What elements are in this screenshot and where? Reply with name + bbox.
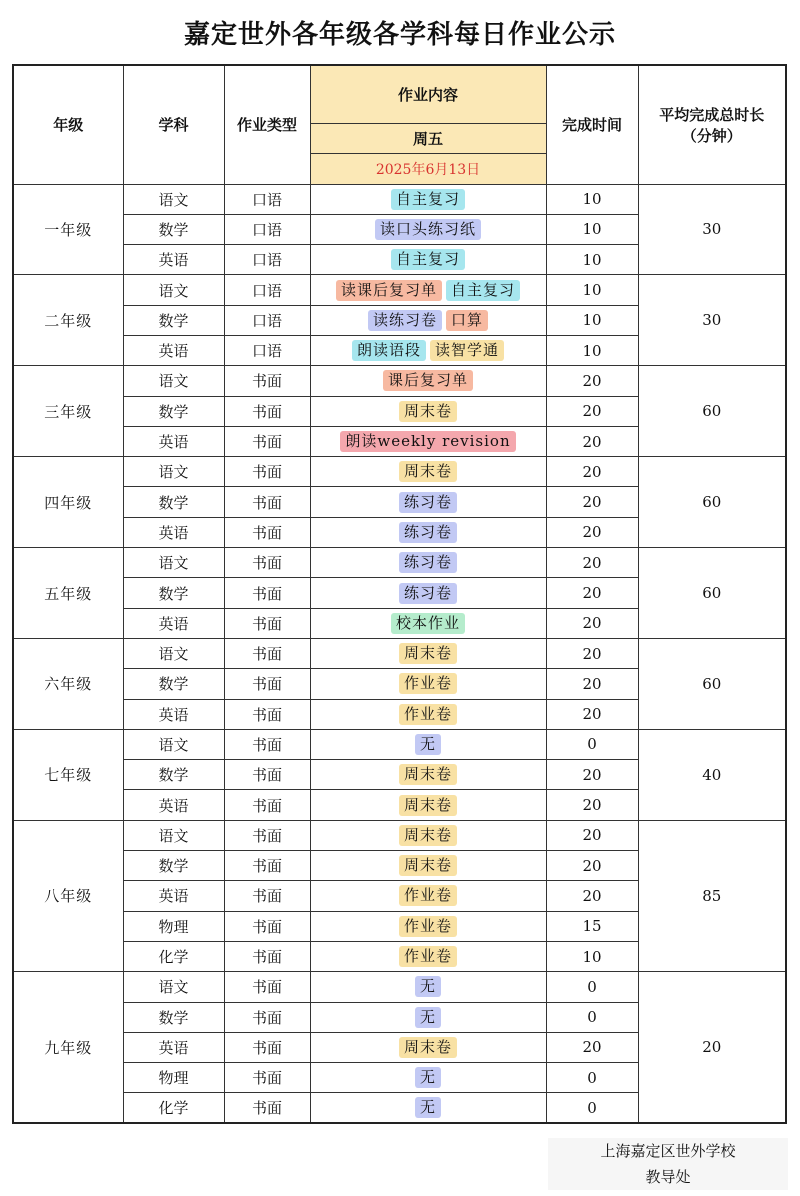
subject-cell: 语文 <box>123 729 224 759</box>
content-cell <box>310 184 546 214</box>
task-tag: 周末卷 <box>399 643 457 664</box>
type-cell: 书面 <box>224 638 310 668</box>
content-cell <box>310 487 546 517</box>
subject-cell: 英语 <box>123 335 224 365</box>
subject-cell: 数学 <box>123 1002 224 1032</box>
subject-cell: 英语 <box>123 517 224 547</box>
type-cell: 书面 <box>224 851 310 881</box>
content-cell <box>310 305 546 335</box>
content-cell <box>310 578 546 608</box>
subject-cell: 英语 <box>123 881 224 911</box>
footer-school: 上海嘉定区世外学校 <box>600 1142 736 1160</box>
time-cell: 0 <box>546 972 638 1002</box>
type-cell: 口语 <box>224 245 310 275</box>
type-cell: 口语 <box>224 305 310 335</box>
content-cell <box>310 275 546 305</box>
subject-cell: 语文 <box>123 457 224 487</box>
type-cell: 书面 <box>224 972 310 1002</box>
type-cell: 书面 <box>224 608 310 638</box>
type-cell: 书面 <box>224 1063 310 1093</box>
table-row <box>13 457 786 487</box>
avg-time-cell: 20 <box>638 972 786 1123</box>
header-day: 周五 <box>310 123 546 153</box>
type-cell: 书面 <box>224 1093 310 1123</box>
task-tag: 练习卷 <box>399 522 457 543</box>
time-cell: 20 <box>546 608 638 638</box>
grade-cell: 二年级 <box>13 275 123 366</box>
time-cell: 20 <box>546 760 638 790</box>
content-cell <box>310 881 546 911</box>
content-cell <box>310 911 546 941</box>
content-cell <box>310 366 546 396</box>
table-row <box>13 972 786 1002</box>
content-cell <box>310 457 546 487</box>
subject-cell: 语文 <box>123 638 224 668</box>
header-date: 2025年6月13日 <box>310 153 546 184</box>
grade-cell: 八年级 <box>13 820 123 971</box>
avg-time-cell: 40 <box>638 729 786 820</box>
header-type: 作业类型 <box>224 65 310 184</box>
task-tag: 课后复习单 <box>383 370 473 391</box>
table-row <box>13 548 786 578</box>
table-row <box>13 184 786 214</box>
type-cell: 书面 <box>224 729 310 759</box>
table-row <box>13 820 786 850</box>
page-title: 嘉定世外各年级各学科每日作业公示 <box>183 20 616 50</box>
homework-table <box>12 64 787 1124</box>
subject-cell: 语文 <box>123 366 224 396</box>
content-cell <box>310 972 546 1002</box>
task-tag: 作业卷 <box>399 916 457 937</box>
type-cell: 书面 <box>224 820 310 850</box>
type-cell: 书面 <box>224 457 310 487</box>
task-tag: 周末卷 <box>399 401 457 422</box>
time-cell: 0 <box>546 1063 638 1093</box>
task-tag: 作业卷 <box>399 946 457 967</box>
time-cell: 15 <box>546 911 638 941</box>
task-tag: 周末卷 <box>399 825 457 846</box>
time-cell: 20 <box>546 638 638 668</box>
grade-cell: 七年级 <box>13 729 123 820</box>
time-cell: 20 <box>546 457 638 487</box>
type-cell: 书面 <box>224 760 310 790</box>
content-cell <box>310 790 546 820</box>
type-cell: 书面 <box>224 1002 310 1032</box>
table-body <box>13 184 786 1123</box>
subject-cell: 数学 <box>123 760 224 790</box>
content-cell <box>310 820 546 850</box>
subject-cell: 数学 <box>123 396 224 426</box>
avg-time-cell: 30 <box>638 275 786 366</box>
subject-cell: 数学 <box>123 851 224 881</box>
content-cell <box>310 517 546 547</box>
subject-cell: 英语 <box>123 608 224 638</box>
header-subject: 学科 <box>123 65 224 184</box>
subject-cell: 语文 <box>123 184 224 214</box>
footer-signature <box>548 1138 788 1190</box>
task-tag: 无 <box>415 1067 441 1088</box>
subject-cell: 物理 <box>123 1063 224 1093</box>
content-cell <box>310 214 546 244</box>
subject-cell: 英语 <box>123 1032 224 1062</box>
task-tag: 无 <box>415 734 441 755</box>
task-tag: 读口头练习纸 <box>375 219 481 240</box>
subject-cell: 化学 <box>123 1093 224 1123</box>
type-cell: 口语 <box>224 184 310 214</box>
type-cell: 书面 <box>224 396 310 426</box>
time-cell: 10 <box>546 335 638 365</box>
header-time: 完成时间 <box>546 65 638 184</box>
avg-time-cell: 60 <box>638 638 786 729</box>
time-cell: 20 <box>546 699 638 729</box>
type-cell: 书面 <box>224 881 310 911</box>
time-cell: 10 <box>546 305 638 335</box>
table-row <box>13 275 786 305</box>
task-tag: 校本作业 <box>391 613 465 634</box>
time-cell: 10 <box>546 275 638 305</box>
type-cell: 书面 <box>224 699 310 729</box>
type-cell: 书面 <box>224 487 310 517</box>
grade-cell: 六年级 <box>13 638 123 729</box>
table-row <box>13 638 786 668</box>
time-cell: 0 <box>546 1093 638 1123</box>
type-cell: 书面 <box>224 578 310 608</box>
subject-cell: 英语 <box>123 699 224 729</box>
subject-cell: 数学 <box>123 305 224 335</box>
header-avg: 平均完成总时长（分钟） <box>638 65 786 184</box>
content-cell <box>310 1093 546 1123</box>
type-cell: 口语 <box>224 335 310 365</box>
content-cell <box>310 638 546 668</box>
task-tag: 周末卷 <box>399 795 457 816</box>
type-cell: 书面 <box>224 911 310 941</box>
type-cell: 书面 <box>224 426 310 456</box>
avg-time-cell: 60 <box>638 548 786 639</box>
grade-cell: 三年级 <box>13 366 123 457</box>
time-cell: 20 <box>546 881 638 911</box>
type-cell: 口语 <box>224 275 310 305</box>
content-cell <box>310 548 546 578</box>
subject-cell: 数学 <box>123 214 224 244</box>
grade-cell: 一年级 <box>13 184 123 275</box>
task-tag: 周末卷 <box>399 855 457 876</box>
time-cell: 20 <box>546 669 638 699</box>
task-tag: 朗读weekly revision <box>340 431 515 452</box>
task-tag: 作业卷 <box>399 885 457 906</box>
subject-cell: 化学 <box>123 941 224 971</box>
header-content: 作业内容 <box>310 65 546 123</box>
task-tag: 周末卷 <box>399 764 457 785</box>
task-tag: 作业卷 <box>399 704 457 725</box>
content-cell <box>310 335 546 365</box>
content-cell <box>310 1032 546 1062</box>
subject-cell: 语文 <box>123 275 224 305</box>
task-tag: 朗读语段 <box>352 340 426 361</box>
time-cell: 20 <box>546 487 638 517</box>
time-cell: 20 <box>546 396 638 426</box>
time-cell: 10 <box>546 214 638 244</box>
time-cell: 0 <box>546 729 638 759</box>
type-cell: 书面 <box>224 517 310 547</box>
subject-cell: 英语 <box>123 790 224 820</box>
task-tag: 练习卷 <box>399 552 457 573</box>
table-row <box>13 366 786 396</box>
task-tag: 自主复习 <box>446 280 520 301</box>
time-cell: 0 <box>546 1002 638 1032</box>
content-cell <box>310 669 546 699</box>
content-cell <box>310 245 546 275</box>
avg-time-cell: 60 <box>638 457 786 548</box>
subject-cell: 语文 <box>123 972 224 1002</box>
content-cell <box>310 1002 546 1032</box>
content-cell <box>310 396 546 426</box>
type-cell: 书面 <box>224 941 310 971</box>
subject-cell: 数学 <box>123 669 224 699</box>
type-cell: 书面 <box>224 1032 310 1062</box>
content-cell <box>310 941 546 971</box>
time-cell: 20 <box>546 517 638 547</box>
task-tag: 作业卷 <box>399 673 457 694</box>
content-cell <box>310 1063 546 1093</box>
task-tag: 读练习卷 <box>368 310 442 331</box>
grade-cell: 四年级 <box>13 457 123 548</box>
time-cell: 10 <box>546 941 638 971</box>
table-row <box>13 729 786 759</box>
time-cell: 10 <box>546 184 638 214</box>
task-tag: 自主复习 <box>391 249 465 270</box>
footer-dept: 教导处 <box>645 1168 691 1186</box>
time-cell: 20 <box>546 790 638 820</box>
subject-cell: 语文 <box>123 820 224 850</box>
task-tag: 练习卷 <box>399 583 457 604</box>
time-cell: 20 <box>546 366 638 396</box>
content-cell <box>310 608 546 638</box>
time-cell: 20 <box>546 851 638 881</box>
subject-cell: 数学 <box>123 578 224 608</box>
task-tag: 练习卷 <box>399 492 457 513</box>
time-cell: 20 <box>546 548 638 578</box>
header-grade: 年级 <box>13 65 123 184</box>
type-cell: 口语 <box>224 214 310 244</box>
subject-cell: 英语 <box>123 245 224 275</box>
time-cell: 20 <box>546 426 638 456</box>
time-cell: 20 <box>546 1032 638 1062</box>
task-tag: 周末卷 <box>399 461 457 482</box>
avg-time-cell: 60 <box>638 366 786 457</box>
task-tag: 无 <box>415 976 441 997</box>
task-tag: 无 <box>415 1097 441 1118</box>
task-tag: 无 <box>415 1007 441 1028</box>
content-cell <box>310 426 546 456</box>
type-cell: 书面 <box>224 669 310 699</box>
avg-time-cell: 85 <box>638 820 786 971</box>
content-cell <box>310 699 546 729</box>
type-cell: 书面 <box>224 790 310 820</box>
time-cell: 10 <box>546 245 638 275</box>
type-cell: 书面 <box>224 366 310 396</box>
time-cell: 20 <box>546 578 638 608</box>
avg-time-cell: 30 <box>638 184 786 275</box>
subject-cell: 物理 <box>123 911 224 941</box>
task-tag: 周末卷 <box>399 1037 457 1058</box>
subject-cell: 英语 <box>123 426 224 456</box>
content-cell <box>310 760 546 790</box>
subject-cell: 语文 <box>123 548 224 578</box>
subject-cell: 数学 <box>123 487 224 517</box>
task-tag: 口算 <box>446 310 488 331</box>
content-cell <box>310 851 546 881</box>
content-cell <box>310 729 546 759</box>
time-cell: 20 <box>546 820 638 850</box>
task-tag: 读智学通 <box>430 340 504 361</box>
grade-cell: 九年级 <box>13 972 123 1123</box>
grade-cell: 五年级 <box>13 548 123 639</box>
task-tag: 自主复习 <box>391 189 465 210</box>
task-tag: 读课后复习单 <box>336 280 442 301</box>
type-cell: 书面 <box>224 548 310 578</box>
